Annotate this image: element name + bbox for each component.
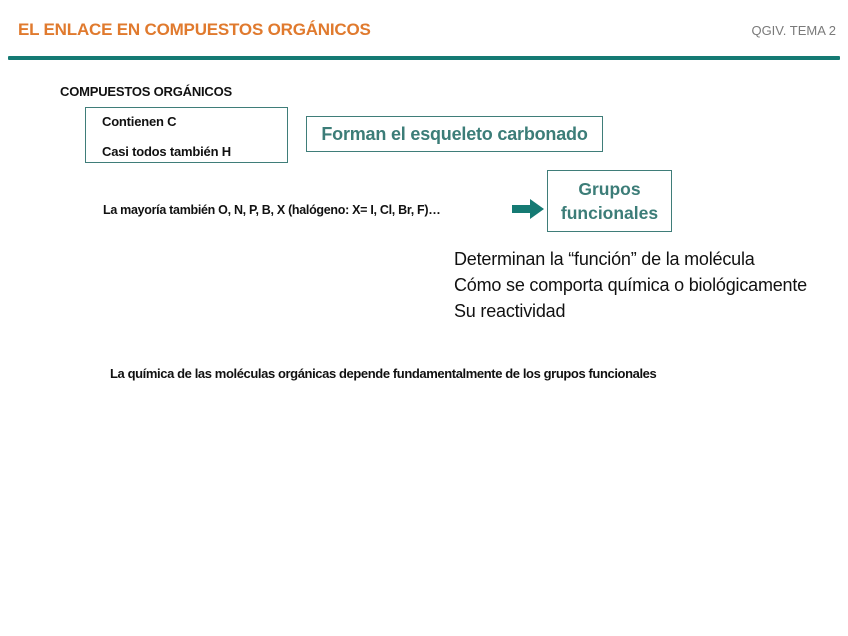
- functional-groups-line2: funcionales: [560, 203, 659, 223]
- right-arrow-icon: [512, 199, 544, 219]
- function-list: [454, 246, 807, 324]
- function-list-item: Determinan la “función” de la molécula: [454, 249, 755, 269]
- summary-note: La química de las moléculas orgánicas depende fundamentalmente de los grupos funcionales: [110, 366, 657, 381]
- composition-line-carbon: Contienen C: [102, 114, 177, 129]
- composition-line-hydrogen: Casi todos también H: [102, 144, 231, 159]
- functional-groups-box: [547, 170, 672, 232]
- function-list-item: Cómo se comporta química o biológicamente: [454, 275, 807, 295]
- function-list-item: Su reactividad: [454, 301, 566, 321]
- slide-title: EL ENLACE EN COMPUESTOS ORGÁNICOS: [18, 20, 371, 39]
- composition-box: [85, 107, 288, 163]
- functional-groups-line1: Grupos: [578, 179, 641, 199]
- course-code: QGIV. TEMA 2: [751, 23, 836, 38]
- header-divider: [8, 56, 840, 60]
- skeleton-box: Forman el esqueleto carbonado: [306, 116, 603, 152]
- section-title: COMPUESTOS ORGÁNICOS: [60, 84, 233, 99]
- heteroatoms-text: La mayoría también O, N, P, B, X (halógeno: X= I, Cl, Br, F)…: [103, 203, 441, 217]
